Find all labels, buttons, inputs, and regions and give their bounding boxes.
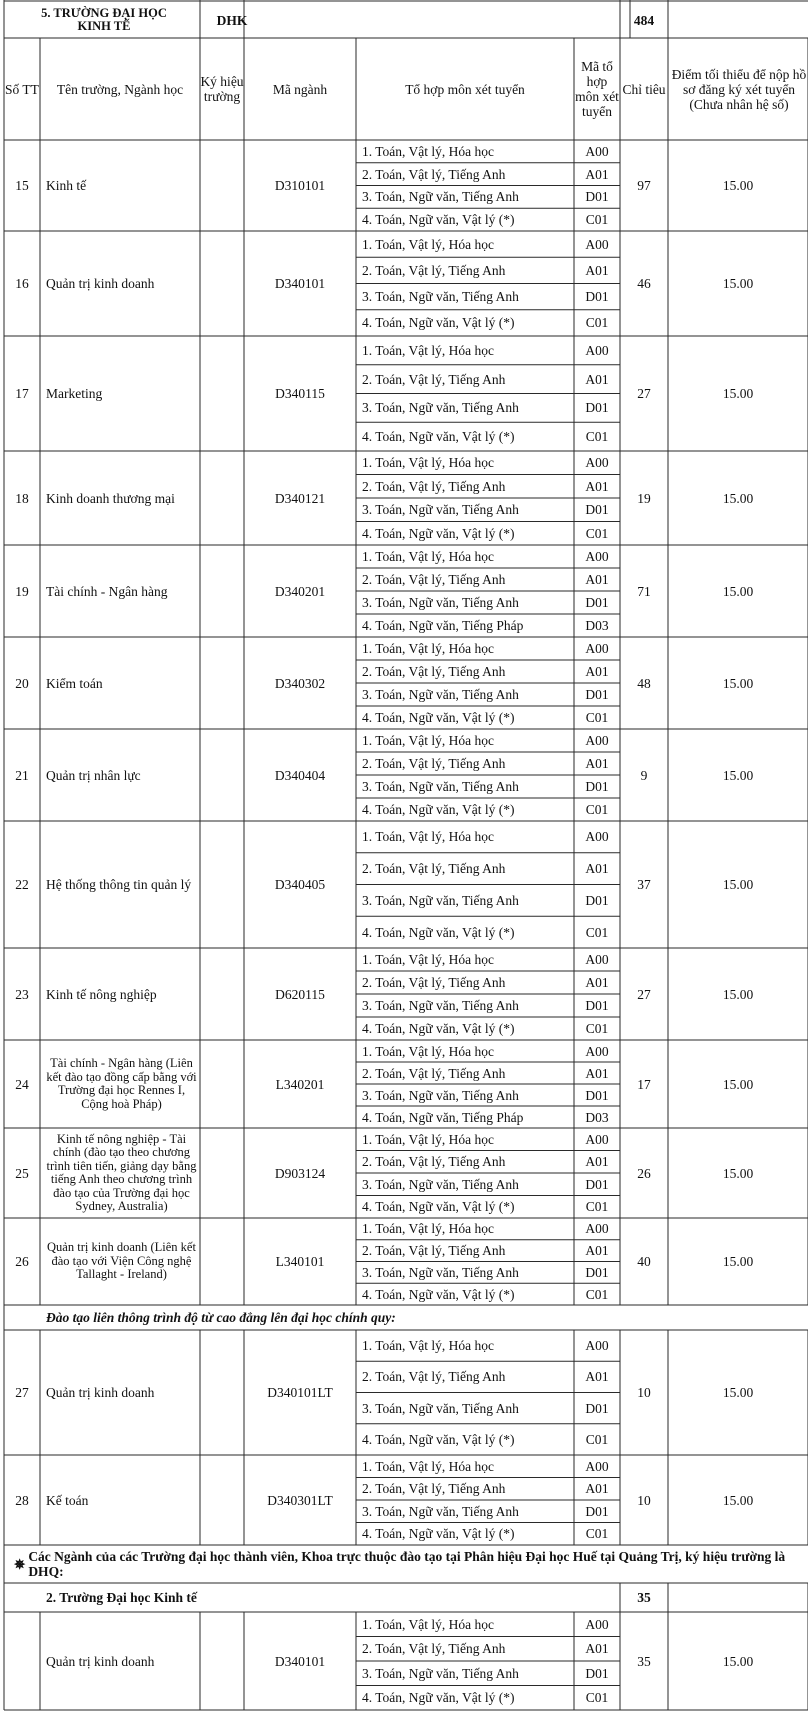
combo-subjects: 3. Toán, Ngữ văn, Tiếng Anh xyxy=(362,892,519,908)
combo-code: D01 xyxy=(585,779,609,794)
program-stt: 24 xyxy=(15,1076,29,1092)
combo-code: A01 xyxy=(585,1481,609,1497)
combo-code: C01 xyxy=(585,525,609,541)
combo-subjects: 2. Toán, Vật lý, Tiếng Anh xyxy=(362,1641,506,1657)
program-stt: 23 xyxy=(15,986,29,1002)
program-stt: 18 xyxy=(15,490,29,506)
program-quota: 97 xyxy=(637,178,651,193)
combo-code: A01 xyxy=(585,1154,609,1170)
combo-code: A00 xyxy=(585,1131,609,1147)
qt-school-quota: 35 xyxy=(637,1590,651,1605)
combo-subjects: 2. Toán, Vật lý, Tiếng Anh xyxy=(362,975,506,990)
program-name: Marketing xyxy=(46,386,103,401)
combo-subjects: 4. Toán, Ngữ văn, Vật lý (*) xyxy=(362,1526,515,1542)
combo-code: A00 xyxy=(585,1616,609,1632)
header-combo: Tổ hợp môn xét tuyển xyxy=(405,81,525,97)
combo-code: A00 xyxy=(585,143,609,159)
combo-code: A00 xyxy=(585,455,609,471)
program-quota: 46 xyxy=(637,276,651,291)
combo-code: D01 xyxy=(585,595,609,610)
combo-subjects: 3. Toán, Ngữ văn, Tiếng Anh xyxy=(362,1176,519,1192)
combo-subjects: 2. Toán, Vật lý, Tiếng Anh xyxy=(362,1065,506,1081)
combo-code: A01 xyxy=(585,1369,609,1385)
combo-code: C01 xyxy=(585,710,609,725)
combo-subjects: 2. Toán, Vật lý, Tiếng Anh xyxy=(362,371,506,387)
program-major-code: D340404 xyxy=(274,767,326,783)
program-quota: 27 xyxy=(637,986,651,1002)
program-min-score: 15.00 xyxy=(722,877,754,892)
combo-subjects: 4. Toán, Ngữ văn, Vật lý (*) xyxy=(362,924,515,940)
program-major-code: D340301LT xyxy=(267,1492,333,1508)
combo-code: A01 xyxy=(585,664,609,679)
combo-subjects: 3. Toán, Ngữ văn, Tiếng Anh xyxy=(362,400,519,416)
program-min-score: 15.00 xyxy=(722,675,754,691)
program-major-code: D310101 xyxy=(274,178,326,193)
combo-subjects: 1. Toán, Vật lý, Hóa học xyxy=(362,143,495,159)
combo-subjects: 1. Toán, Vật lý, Hóa học xyxy=(362,1043,495,1059)
combo-subjects: 2. Toán, Vật lý, Tiếng Anh xyxy=(362,478,506,494)
quang-tri-note-text: Các Ngành của các Trường đại học thành viên, Khoa trực thuộc đào tạo tại Phân hiệu Đại học Huế tại Quảng Trị, ký hiệu trường là DHQ: xyxy=(28,1549,786,1579)
combo-code: D01 xyxy=(585,400,609,416)
combo-code: A00 xyxy=(585,1221,609,1237)
program-major-code: D340115 xyxy=(275,386,325,401)
combo-subjects: 3. Toán, Ngữ văn, Tiếng Anh xyxy=(362,998,519,1013)
combo-code: C01 xyxy=(585,1431,609,1447)
combo-subjects: 1. Toán, Vật lý, Hóa học xyxy=(362,455,495,471)
program-min-score: 15.00 xyxy=(722,583,754,599)
combo-subjects: 2. Toán, Vật lý, Tiếng Anh xyxy=(362,861,506,877)
combo-subjects: 3. Toán, Ngữ văn, Tiếng Anh xyxy=(362,1087,519,1103)
combo-subjects: 1. Toán, Vật lý, Hóa học xyxy=(362,549,495,564)
combo-subjects: 4. Toán, Ngữ văn, Vật lý (*) xyxy=(362,212,515,228)
program-quota: 17 xyxy=(637,1076,651,1092)
program-quota: 27 xyxy=(637,386,651,401)
program-min-score: 15.00 xyxy=(722,490,754,506)
program-name: Quản trị nhân lực xyxy=(46,767,141,783)
section-lienthong-title: Đào tạo liên thông trình độ từ cao đẳng lên đại học chính quy: xyxy=(46,1310,396,1325)
combo-subjects: 1. Toán, Vật lý, Hóa học xyxy=(362,1616,495,1632)
combo-code: C01 xyxy=(585,924,609,940)
combo-code: D03 xyxy=(585,1109,609,1125)
combo-code: D01 xyxy=(585,1087,609,1103)
program-name: Quản trị kinh doanh (Liên kết đào tạo với Viện Công nghệ Tallaght - Ireland) xyxy=(47,1240,196,1282)
combo-code: D01 xyxy=(585,1400,609,1416)
combo-subjects: 1. Toán, Vật lý, Hóa học xyxy=(362,1131,495,1147)
combo-subjects: 4. Toán, Ngữ văn, Vật lý (*) xyxy=(362,1286,515,1302)
combo-subjects: 1. Toán, Vật lý, Hóa học xyxy=(362,1338,495,1354)
combo-subjects: 4. Toán, Ngữ văn, Tiếng Pháp xyxy=(362,1109,524,1125)
program-major-code: D340101LT xyxy=(267,1385,333,1400)
program-name: Kinh doanh thương mại xyxy=(46,490,175,506)
combo-subjects: 1. Toán, Vật lý, Hóa học xyxy=(362,829,495,845)
combo-code: A00 xyxy=(585,1458,609,1474)
combo-subjects: 3. Toán, Ngữ văn, Tiếng Anh xyxy=(362,1503,519,1519)
combo-subjects: 4. Toán, Ngữ văn, Vật lý (*) xyxy=(362,1021,515,1036)
program-stt: 20 xyxy=(15,675,29,691)
program-stt: 22 xyxy=(15,877,29,892)
combo-subjects: 1. Toán, Vật lý, Hóa học xyxy=(362,1221,495,1237)
combo-code: D01 xyxy=(585,1665,609,1681)
program-stt xyxy=(4,1612,40,1710)
program-min-score: 15.00 xyxy=(722,1492,754,1508)
program-stt: 19 xyxy=(15,583,29,599)
program-stt: 25 xyxy=(15,1165,29,1181)
combo-subjects: 4. Toán, Ngữ văn, Tiếng Pháp xyxy=(362,618,524,633)
program-quota: 9 xyxy=(640,767,648,783)
program-quota: 71 xyxy=(637,583,651,599)
program-name: Kinh tế xyxy=(46,178,87,193)
combo-code: C01 xyxy=(585,315,609,331)
program-stt: 26 xyxy=(15,1254,29,1269)
school-quota: 484 xyxy=(633,12,655,28)
program-min-score: 15.00 xyxy=(722,986,754,1002)
program-name: Quản trị kinh doanh xyxy=(46,276,155,291)
program-major-code: L340101 xyxy=(275,1254,325,1269)
program-min-score: 15.00 xyxy=(722,1076,754,1092)
star-icon: ✵ xyxy=(14,1556,26,1572)
program-stt: 16 xyxy=(15,276,29,291)
combo-code: A00 xyxy=(585,236,609,252)
combo-code: A01 xyxy=(585,572,609,587)
program-name: Kiểm toán xyxy=(46,675,103,691)
combo-subjects: 4. Toán, Ngữ văn, Vật lý (*) xyxy=(362,710,515,725)
program-name: Tài chính - Ngân hàng xyxy=(46,583,168,599)
combo-code: A01 xyxy=(585,1243,609,1259)
combo-code: C01 xyxy=(585,1690,609,1706)
program-major-code: D620115 xyxy=(275,986,325,1002)
combo-subjects: 1. Toán, Vật lý, Hóa học xyxy=(362,342,495,358)
program-major-code: D340302 xyxy=(274,675,326,691)
combo-subjects: 4. Toán, Ngữ văn, Vật lý (*) xyxy=(362,525,515,541)
combo-subjects: 3. Toán, Ngữ văn, Tiếng Anh xyxy=(362,687,519,702)
combo-code: D01 xyxy=(585,687,609,702)
header-major-code: Mã ngành xyxy=(272,81,328,97)
combo-code: A01 xyxy=(585,1641,609,1657)
combo-code: D01 xyxy=(585,189,609,205)
program-quota: 10 xyxy=(637,1385,651,1400)
quang-tri-note xyxy=(14,1547,804,1581)
combo-code: D01 xyxy=(585,1264,609,1280)
program-major-code: D340405 xyxy=(274,877,326,892)
combo-code: A00 xyxy=(585,641,609,656)
program-min-score: 15.00 xyxy=(722,1254,754,1269)
combo-code: A00 xyxy=(585,829,609,845)
combo-code: D03 xyxy=(585,618,609,633)
program-major-code: D340201 xyxy=(274,583,326,599)
combo-code: D01 xyxy=(585,892,609,908)
program-min-score: 15.00 xyxy=(722,1165,754,1181)
combo-code: C01 xyxy=(585,1286,609,1302)
combo-code: A00 xyxy=(585,1338,609,1354)
combo-subjects: 4. Toán, Ngữ văn, Vật lý (*) xyxy=(362,1199,515,1215)
combo-subjects: 1. Toán, Vật lý, Hóa học xyxy=(362,952,495,967)
combo-subjects: 4. Toán, Ngữ văn, Vật lý (*) xyxy=(362,1431,515,1447)
qt-school-title: 2. Trường Đại học Kinh tế xyxy=(46,1590,197,1605)
program-name: Kinh tế nông nghiệp xyxy=(46,986,157,1002)
combo-subjects: 4. Toán, Ngữ văn, Vật lý (*) xyxy=(362,1690,515,1706)
combo-code: C01 xyxy=(585,1199,609,1215)
combo-subjects: 3. Toán, Ngữ văn, Tiếng Anh xyxy=(362,189,519,205)
combo-subjects: 3. Toán, Ngữ văn, Tiếng Anh xyxy=(362,595,519,610)
program-stt: 17 xyxy=(15,386,29,401)
combo-code: C01 xyxy=(585,1526,609,1542)
program-stt: 15 xyxy=(15,178,29,193)
combo-code: A00 xyxy=(585,342,609,358)
program-name: Kinh tế nông nghiệp - Tài chính (đào tạo theo chương trình tiên tiến, giảng dạy bằng tiếng Anh theo chương trình đào tạo của Trường đại học Sydney, Australia) xyxy=(46,1131,197,1213)
header-name: Tên trường, Ngành học xyxy=(56,81,184,97)
program-major-code: D340101 xyxy=(274,1653,326,1669)
combo-code: D01 xyxy=(585,1176,609,1192)
combo-code: A00 xyxy=(585,549,609,564)
combo-subjects: 3. Toán, Ngữ văn, Tiếng Anh xyxy=(362,1400,519,1416)
header-quota: Chỉ tiêu xyxy=(622,81,666,97)
combo-code: D01 xyxy=(585,502,609,518)
program-min-score: 15.00 xyxy=(722,767,754,783)
school-code: DHK xyxy=(216,12,248,28)
combo-subjects: 4. Toán, Ngữ văn, Vật lý (*) xyxy=(362,429,515,445)
combo-subjects: 2. Toán, Vật lý, Tiếng Anh xyxy=(362,572,506,587)
program-stt: 27 xyxy=(15,1385,29,1400)
combo-code: D01 xyxy=(585,998,609,1013)
combo-code: A01 xyxy=(585,975,609,990)
school-title xyxy=(8,4,200,36)
combo-code: A00 xyxy=(585,1043,609,1059)
program-major-code: D340101 xyxy=(274,276,326,291)
combo-subjects: 1. Toán, Vật lý, Hóa học xyxy=(362,1458,495,1474)
combo-code: D01 xyxy=(585,1503,609,1519)
program-stt: 21 xyxy=(15,767,29,783)
program-quota: 26 xyxy=(637,1165,651,1181)
combo-subjects: 4. Toán, Ngữ văn, Vật lý (*) xyxy=(362,802,515,817)
program-min-score: 15.00 xyxy=(722,178,754,193)
program-min-score: 15.00 xyxy=(722,1385,754,1400)
combo-code: C01 xyxy=(585,429,609,445)
header-min-score: Điểm tối thiểu để nộp hồ sơ đăng ký xét tuyển (Chưa nhân hệ số) xyxy=(671,66,807,112)
combo-code: A01 xyxy=(585,1065,609,1081)
program-quota: 40 xyxy=(637,1254,651,1269)
program-major-code: L340201 xyxy=(275,1076,325,1092)
combo-code: D01 xyxy=(585,289,609,305)
combo-code: C01 xyxy=(585,802,609,817)
program-quota: 10 xyxy=(637,1492,651,1508)
combo-subjects: 2. Toán, Vật lý, Tiếng Anh xyxy=(362,262,506,278)
header-symbol: Ký hiệu trường xyxy=(200,74,244,104)
combo-subjects: 2. Toán, Vật lý, Tiếng Anh xyxy=(362,664,506,679)
combo-subjects: 3. Toán, Ngữ văn, Tiếng Anh xyxy=(362,289,519,305)
school-title-line2: KINH TẾ xyxy=(77,19,131,33)
program-name: Kế toán xyxy=(46,1492,89,1508)
program-name: Quản trị kinh doanh xyxy=(46,1653,155,1669)
combo-subjects: 1. Toán, Vật lý, Hóa học xyxy=(362,641,495,656)
combo-code: A00 xyxy=(585,733,609,748)
combo-code: C01 xyxy=(585,1021,609,1036)
combo-code: A00 xyxy=(585,952,609,967)
combo-subjects: 3. Toán, Ngữ văn, Tiếng Anh xyxy=(362,1665,519,1681)
program-min-score: 15.00 xyxy=(722,386,754,401)
combo-subjects: 3. Toán, Ngữ văn, Tiếng Anh xyxy=(362,1264,519,1280)
school-title-line1: 5. TRƯỜNG ĐẠI HỌC xyxy=(41,5,167,20)
combo-code: A01 xyxy=(585,262,609,278)
program-quota: 37 xyxy=(637,877,651,892)
program-name: Hệ thống thông tin quản lý xyxy=(46,877,192,892)
program-quota: 48 xyxy=(637,675,651,691)
combo-subjects: 2. Toán, Vật lý, Tiếng Anh xyxy=(362,756,506,771)
combo-subjects: 2. Toán, Vật lý, Tiếng Anh xyxy=(362,166,506,182)
combo-code: A01 xyxy=(585,166,609,182)
combo-subjects: 4. Toán, Ngữ văn, Vật lý (*) xyxy=(362,315,515,331)
combo-subjects: 3. Toán, Ngữ văn, Tiếng Anh xyxy=(362,502,519,518)
combo-code: A01 xyxy=(585,371,609,387)
combo-subjects: 2. Toán, Vật lý, Tiếng Anh xyxy=(362,1481,506,1497)
program-min-score: 15.00 xyxy=(722,1653,754,1669)
program-major-code: D340121 xyxy=(274,490,326,506)
combo-subjects: 1. Toán, Vật lý, Hóa học xyxy=(362,733,495,748)
program-quota: 19 xyxy=(637,490,651,506)
program-quota: 35 xyxy=(637,1653,651,1669)
header-stt: Số TT xyxy=(5,81,39,97)
combo-subjects: 2. Toán, Vật lý, Tiếng Anh xyxy=(362,1154,506,1170)
program-name: Quản trị kinh doanh xyxy=(46,1385,155,1400)
combo-code: A01 xyxy=(585,478,609,494)
header-combo-code: Mã tổ hợp môn xét tuyển xyxy=(575,59,619,119)
combo-code: A01 xyxy=(585,756,609,771)
program-stt: 28 xyxy=(15,1492,29,1508)
program-major-code: D903124 xyxy=(274,1165,326,1181)
combo-subjects: 2. Toán, Vật lý, Tiếng Anh xyxy=(362,1369,506,1385)
combo-subjects: 3. Toán, Ngữ văn, Tiếng Anh xyxy=(362,779,519,794)
combo-code: A01 xyxy=(585,861,609,877)
combo-code: C01 xyxy=(585,212,609,228)
combo-subjects: 2. Toán, Vật lý, Tiếng Anh xyxy=(362,1243,506,1259)
program-min-score: 15.00 xyxy=(722,276,754,291)
combo-subjects: 1. Toán, Vật lý, Hóa học xyxy=(362,236,495,252)
program-name: Tài chính - Ngân hàng (Liên kết đào tạo đồng cấp bằng với Trường đại học Rennes I, Cộng hoà Pháp) xyxy=(46,1056,197,1111)
